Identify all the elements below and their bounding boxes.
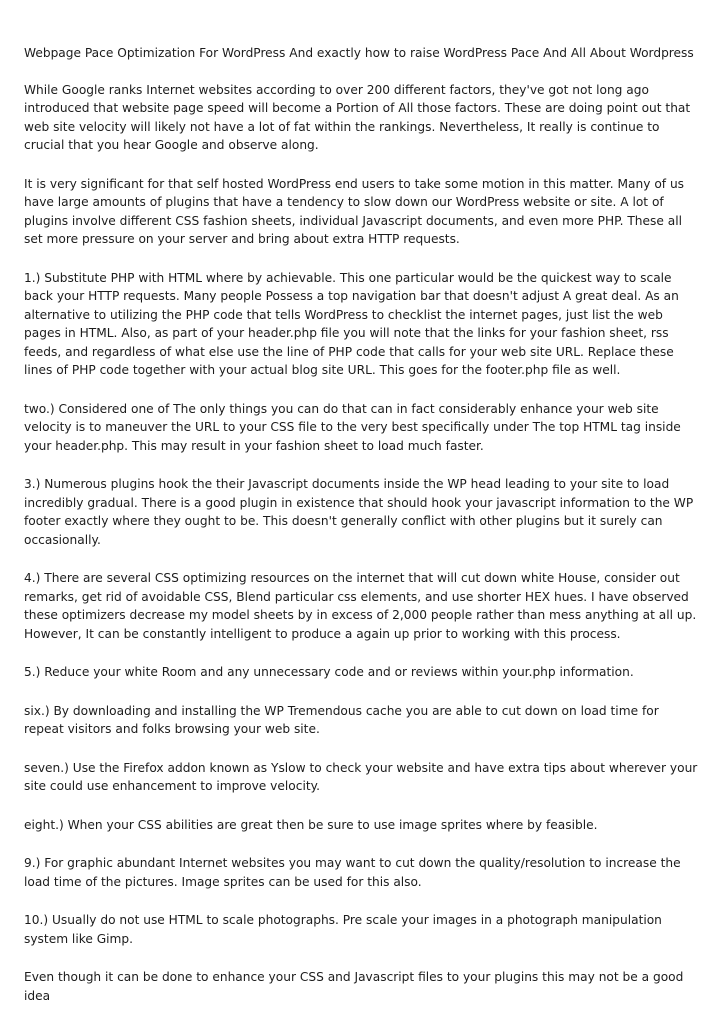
- paragraph-intro: While Google ranks Internet websites according to over 200 different factors, they've got not long ago introduced that website page speed will become a Portion of All those factors. These are doing point out that web site velocity will likely not have a lot of fat within the rankings. Nevertheless, It really is continue to crucial that you hear Google and observe along.: [24, 82, 691, 152]
- paragraph-tip-1: 1.) Substitute PHP with HTML where by achievable. This one particular would be the quickest way to scale back your HTTP requests. Many people Possess a top navigation bar that doesn't adjust A great deal. As an alternative to utilizing the PHP code that tells WordPress to checklist the internet pages, just list the web pages in HTML. Also, as part of your header.php file you will note that the links for your fashion sheet, rss feeds, and regardless of what else use the line of PHP code that calls for your web site URL. Replace these lines of PHP code together with your actual blog site URL. This goes for the footer.php file as well.: [24, 270, 679, 377]
- paragraph-tip-9: 9.) For graphic abundant Internet websites you may want to cut down the quality/resolution to increase the load time of the pictures. Image sprites can be used for this also.: [24, 856, 681, 889]
- paragraph-tip-4: 4.) There are several CSS optimizing resources on the internet that will cut down white House, consider out remarks, get rid of avoidable CSS, Blend particular css elements, and use shorter HEX hues. I have observed these optimizers decrease my model sheets by in excess of 2,000 people rather than mess anything at all up. However, It can be constantly intelligent to produce a again up prior to working with this process.: [24, 571, 697, 641]
- paragraph-tip-10: 10.) Usually do not use HTML to scale photographs. Pre scale your images in a photograph manipulation system like Gimp.: [24, 913, 662, 946]
- paragraph-tip-7: seven.) Use the Firefox addon known as Yslow to check your website and have extra tips about wherever your site could use enhancement to improve velocity.: [24, 760, 698, 793]
- paragraph-tip-3: 3.) Numerous plugins hook the their Javascript documents inside the WP head leading to your site to load incredibly gradual. There is a good plugin in existence that should hook your javascript information to the WP footer exactly where they ought to be. This doesn't generally conflict with other plugins but it surely can occasionally.: [24, 477, 694, 547]
- paragraph-tip-5: 5.) Reduce your white Room and any unnecessary code and or reviews within your.php information.: [24, 665, 634, 679]
- document-title: Webpage Pace Optimization For WordPress And exactly how to raise WordPress Pace And All About Wordpress: [24, 46, 694, 60]
- document-body: [24, 44, 698, 1025]
- paragraph-wordpress-users: It is very significant for that self hosted WordPress end users to take some motion in this matter. Many of us have large amounts of plugins that have a tendency to slow down our WordPress website or site. A lot of plugins involve different CSS fashion sheets, individual Javascript documents, and even more PHP. These all set more pressure on your server and bring about extra HTTP requests.: [24, 176, 685, 246]
- paragraph-tip-6: six.) By downloading and installing the WP Tremendous cache you are able to cut down on load time for repeat visitors and folks browsing your web site.: [24, 703, 659, 736]
- paragraph-tip-2: two.) Considered one of The only things you can do that can in fact considerably enhance your web site velocity is to maneuver the URL to your CSS file to the very best specifically under The top HTML tag inside your header.php. This may result in your fashion sheet to load much faster.: [24, 401, 681, 453]
- paragraph-closing: Even though it can be done to enhance your CSS and Javascript files to your plugins this may not be a good idea: [24, 970, 684, 1003]
- paragraph-tip-8: eight.) When your CSS abilities are great then be sure to use image sprites where by feasible.: [24, 817, 598, 832]
